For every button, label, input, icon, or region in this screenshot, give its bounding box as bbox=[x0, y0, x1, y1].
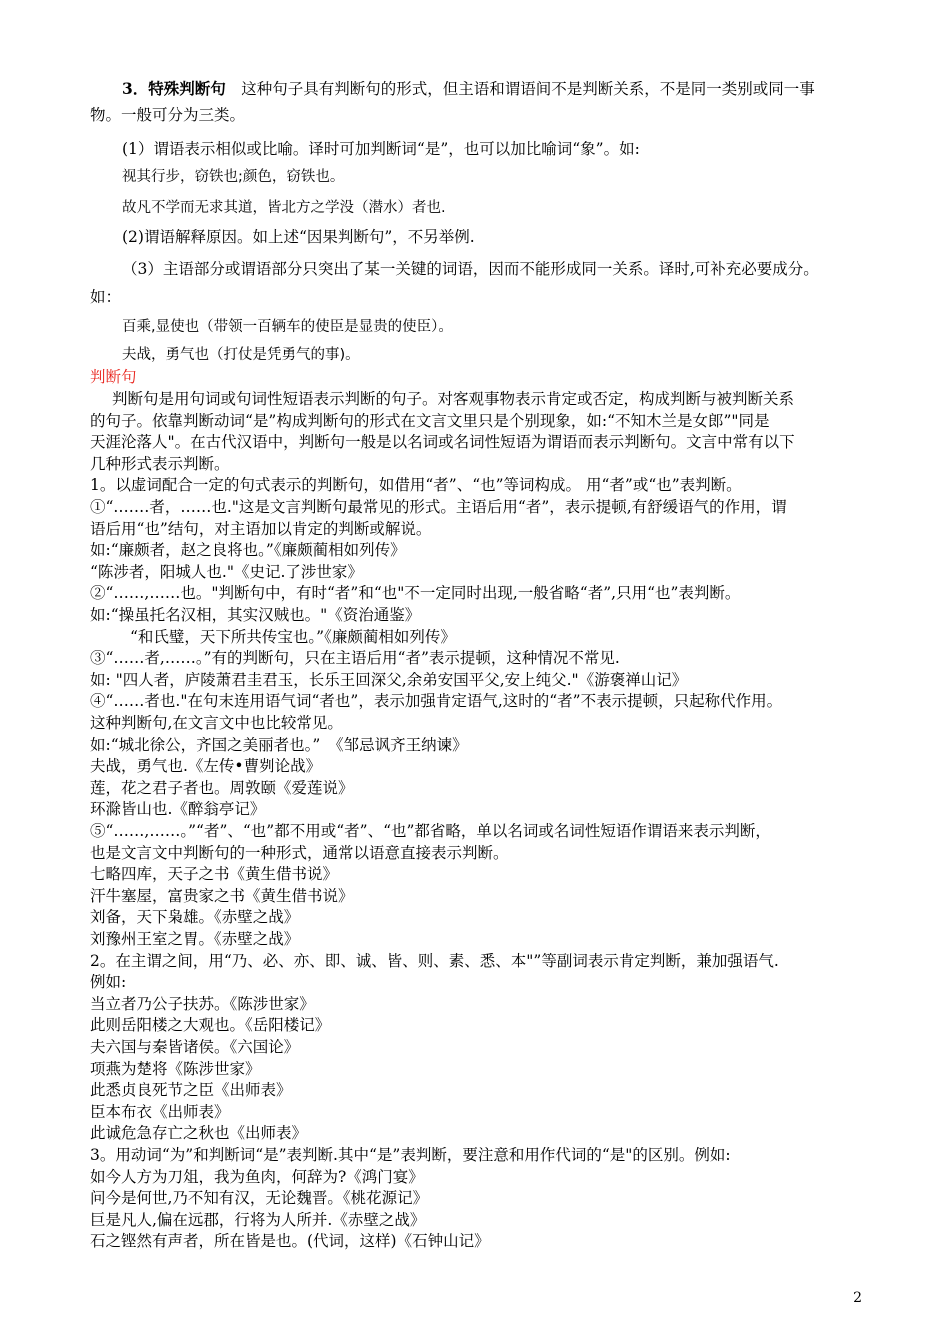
heading-text: 这种句子具有判断句的形式，但主语和谓语间不是判断关系，不是同一类别或同一事 bbox=[225, 80, 815, 98]
paragraph-line: 如： bbox=[90, 288, 122, 306]
body-line: 3。用动词“为”和判断词“是”表判断.其中“是”表判断，要注意和用作代词的“是"的区别。例如: bbox=[90, 1146, 731, 1164]
body-line: ④“……者也."在句末连用语气词“者也”，表示加强肯定语气,这时的“者”不表示提顿，只起称代作用。 bbox=[90, 692, 783, 711]
body-line: 如: "四人者，庐陵萧君圭君玉，长乐王回深父,余弟安国平父,安上纯父."《游褒禅山记》 bbox=[90, 670, 688, 689]
body-line: ③“……者,……。”有的判断句，只在主语后用“者”表示提顿，这种情况不常见. bbox=[90, 649, 620, 668]
body-line: 如:“廉颇者，赵之良将也。”《廉颇蔺相如列传》 bbox=[90, 541, 406, 560]
body-line: 项燕为楚将《陈涉世家》 bbox=[90, 1059, 261, 1078]
body-line: 几种形式表示判断。 bbox=[90, 454, 230, 473]
body-line: ②“……,……也。"判断句中，有时“者”和“也"不一定同时出现,一般省略“者”,只用“也”表判断。 bbox=[90, 584, 741, 603]
body-line: 石之铿然有声者，所在皆是也。(代词，这样)《石钟山记》 bbox=[90, 1232, 490, 1251]
body-line: “陈涉者，阳城人也."《史记.了涉世家》 bbox=[90, 562, 363, 581]
body-line: 夫战，勇气也.《左传•曹刿论战》 bbox=[90, 757, 322, 776]
body-line: 的句子。依靠判断动词“是”构成判断句的形式在文言文里只是个别现象，如:“不知木兰是女郎”"同是 bbox=[90, 411, 770, 430]
body-line: ①“.……者，……也."这是文言判断句最常见的形式。主语后用“者”，表示提顿,有舒缓语气的作用，谓 bbox=[90, 498, 787, 516]
page-number: 2 bbox=[853, 1290, 862, 1306]
body-line: 问今是何世,乃不知有汉，无论魏晋。《桃花源记》 bbox=[90, 1189, 429, 1208]
body-line: ⑤“……,……。”“者”、“也”都不用或“者”、“也”都省略，单以名词或名词性短语作谓语来表示判断， bbox=[90, 822, 771, 840]
special-judgment-heading bbox=[122, 78, 815, 100]
body-line: 此悉贞良死节之臣《出师表》 bbox=[90, 1081, 292, 1100]
body-line: 此则岳阳楼之大观也。《岳阳楼记》 bbox=[90, 1016, 331, 1035]
paragraph-line: (2)谓语解释原因。如上述“因果判断句”，不另举例. bbox=[122, 228, 475, 246]
body-line: 夫六国与秦皆诸侯。《六国论》 bbox=[90, 1038, 300, 1056]
body-line: 臣本布衣《出师表》 bbox=[90, 1102, 230, 1121]
body-line: 巨是凡人,偏在远郡，行将为人所并.《赤壁之战》 bbox=[90, 1210, 426, 1229]
body-line: 七略四库，天子之书《黄生借书说》 bbox=[90, 865, 339, 884]
body-line: 刘备，天下枭雄。《赤壁之战》 bbox=[90, 908, 300, 927]
body-line: 天涯沦落人"。在古代汉语中，判断句一般是以名词或名词性短语为谓语而表示判断句。文言中常有以下 bbox=[90, 433, 795, 452]
body-line: 当立者乃公子扶苏。《陈涉世家》 bbox=[90, 994, 315, 1013]
body-line: 也是文言文中判断句的一种形式，通常以语意直接表示判断。 bbox=[90, 843, 509, 862]
paragraph-line: (1）谓语表示相似或比喻。译时可加判断词“是”，也可以加比喻词“象”。如: bbox=[122, 140, 640, 158]
body-line: 如:“城北徐公，齐国之美丽者也。” 《邹忌讽齐王纳谏》 bbox=[90, 735, 468, 754]
heading-label: 3．特殊判断句 bbox=[122, 79, 226, 98]
body-line: 1。以虚词配合一定的句式表示的判断句，如借用“者”、“也”等词构成。 用“者”或“也”表判断。 bbox=[90, 476, 742, 495]
body-line: 这种判断句,在文言文中也比较常见。 bbox=[90, 714, 343, 732]
example-line: 故凡不学而无求其道，皆北方之学没（潜水）者也. bbox=[122, 200, 446, 216]
section-title: 判断句 bbox=[90, 368, 137, 386]
paragraph-line: （3）主语部分或谓语部分只突出了某一关键的词语，因而不能形成同一关系。译时,可补充必要成分。 bbox=[122, 260, 819, 278]
body-line: 环滁皆山也.《醉翁亭记》 bbox=[90, 800, 266, 819]
body-line: 如今人方为刀俎，我为鱼肉，何辞为?《鸿门宴》 bbox=[90, 1167, 424, 1186]
body-line: 2。在主谓之间，用“乃、必、亦、即、诚、皆、则、素、悉、本"”等副词表示肯定判断，兼加强语气. bbox=[90, 951, 779, 970]
body-line: 判断句是用句词或句词性短语表示判断的句子。对客观事物表示肯定或否定，构成判断与被判断关系 bbox=[112, 390, 795, 408]
example-line: 百乘,显使也（带领一百辆车的使臣是显贵的使臣）。 bbox=[122, 319, 453, 335]
body-line: 汗牛塞屋，富贵家之书《黄生借书说》 bbox=[90, 886, 354, 905]
body-line: 例如: bbox=[90, 973, 127, 992]
body-line: 刘豫州王室之胃。《赤壁之战》 bbox=[90, 930, 300, 948]
body-line: 如:“操虽托名汉相，其实汉贼也。"《资治通鉴》 bbox=[90, 606, 421, 624]
example-line: 视其行步，窃铁也;颜色，窃铁也。 bbox=[122, 169, 345, 185]
paragraph-line: 物。一般可分为三类。 bbox=[90, 106, 246, 124]
body-line: 语后用“也”结句，对主语加以肯定的判断或解说。 bbox=[90, 519, 432, 538]
example-line: 夫战，勇气也（打仗是凭勇气的事)。 bbox=[122, 347, 360, 363]
body-line: 此诚危急存亡之秋也《出师表》 bbox=[90, 1124, 308, 1143]
body-line: 莲，花之君子者也。周敦颐《爱莲说》 bbox=[90, 778, 354, 797]
body-line: “和氏璧，天下所共传宝也。”《廉颇蔺相如列传》 bbox=[130, 627, 456, 646]
